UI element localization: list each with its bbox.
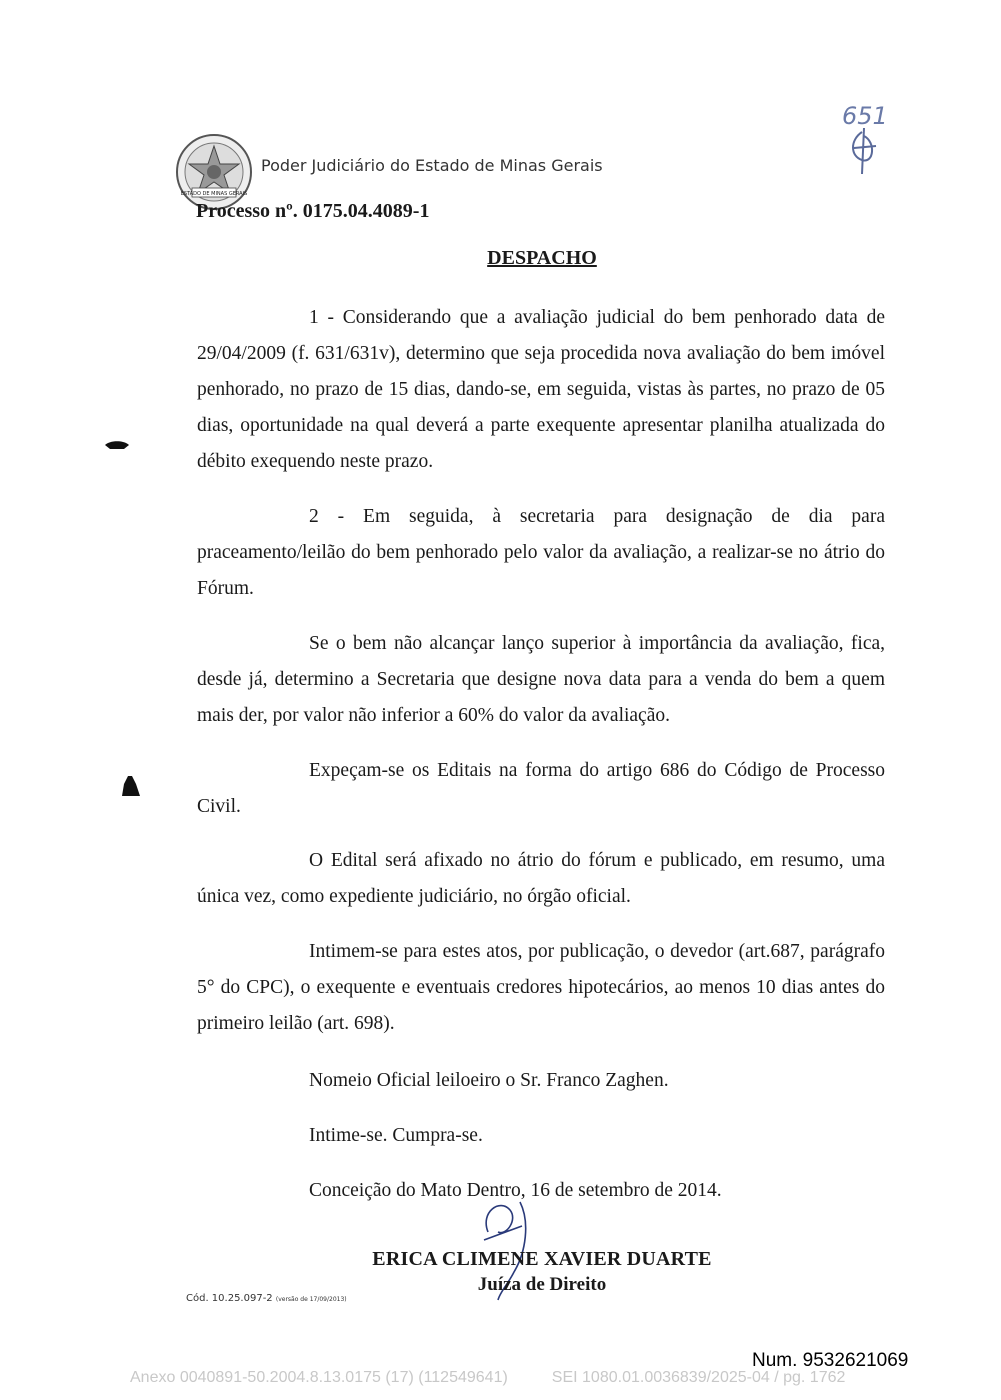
paragraph-5: O Edital será afixado no átrio do fórum e publicado, em resumo, uma única vez, como expediente judiciário, no órgão oficial.	[197, 850, 885, 907]
form-code: Cód. 10.25.097-2 (versão de 17/09/2013)	[186, 1293, 347, 1304]
paragraph-3: Se o bem não alcançar lanço superior à importância da avaliação, fica, desde já, determino a Secretaria que designe nova data para a venda do bem a quem mais der, por valor não inferior a 60% do valor da avaliação.	[197, 633, 885, 726]
document-title: DESPACHO	[487, 247, 597, 269]
footer-sei: SEI 1080.01.0036839/2025-04 / pg. 1762	[551, 1369, 846, 1386]
process-number: Processo nº. 0175.04.4089-1	[196, 200, 430, 222]
organization-name: Poder Judiciário do Estado de Minas Gerais	[261, 156, 603, 175]
auctioneer-appointment: Nomeio Oficial leiloeiro o Sr. Franco Zaghen.	[309, 1070, 669, 1091]
signatory-role: Juíza de Direito	[477, 1274, 607, 1295]
paragraph-6: Intimem-se para estes atos, por publicação, o devedor (art.687, parágrafo 5° do CPC), o exequente e eventuais credores hipotecários, ao menos 10 dias antes do primeiro leilão (art. 698).	[197, 941, 885, 1034]
seal-text: ESTADO DE MINAS GERAIS	[180, 191, 248, 197]
paragraph-1: 1 - Considerando que a avaliação judicial do bem penhorado data de 29/04/2009 (f. 631/631v), determino que seja procedida nova avaliação do bem imóvel penhorado, no prazo de 15 dias, dando-se, em seguida, vistas às partes, no prazo de 05 dias, oportunidade na qual deverá a parte exequente apresentar planilha atualizada do débito exequendo neste prazo.	[197, 307, 885, 472]
handwritten-page-mark	[836, 98, 896, 178]
paragraph-2: 2 - Em seguida, à secretaria para designação de dia para praceamento/leilão do bem penhorado pelo valor da avaliação, a realizar-se no átrio do Fórum.	[197, 506, 885, 599]
scan-artifact	[118, 770, 142, 798]
svg-text:651: 651	[842, 102, 888, 130]
footer	[130, 1369, 845, 1387]
intimation-line: Intime-se. Cumpra-se.	[309, 1125, 483, 1146]
document-number: Num. 9532621069	[752, 1350, 909, 1371]
footer-annex: Anexo 0040891-50.2004.8.13.0175 (17) (112549641)	[130, 1369, 508, 1386]
scan-artifact	[104, 438, 130, 450]
place-and-date: Conceição do Mato Dentro, 16 de setembro de 2014.	[309, 1180, 722, 1201]
signatory-name: ERICA CLIMENE XAVIER DUARTE	[372, 1248, 712, 1270]
paragraph-4: Expeçam-se os Editais na forma do artigo 686 do Código de Processo Civil.	[197, 760, 885, 817]
